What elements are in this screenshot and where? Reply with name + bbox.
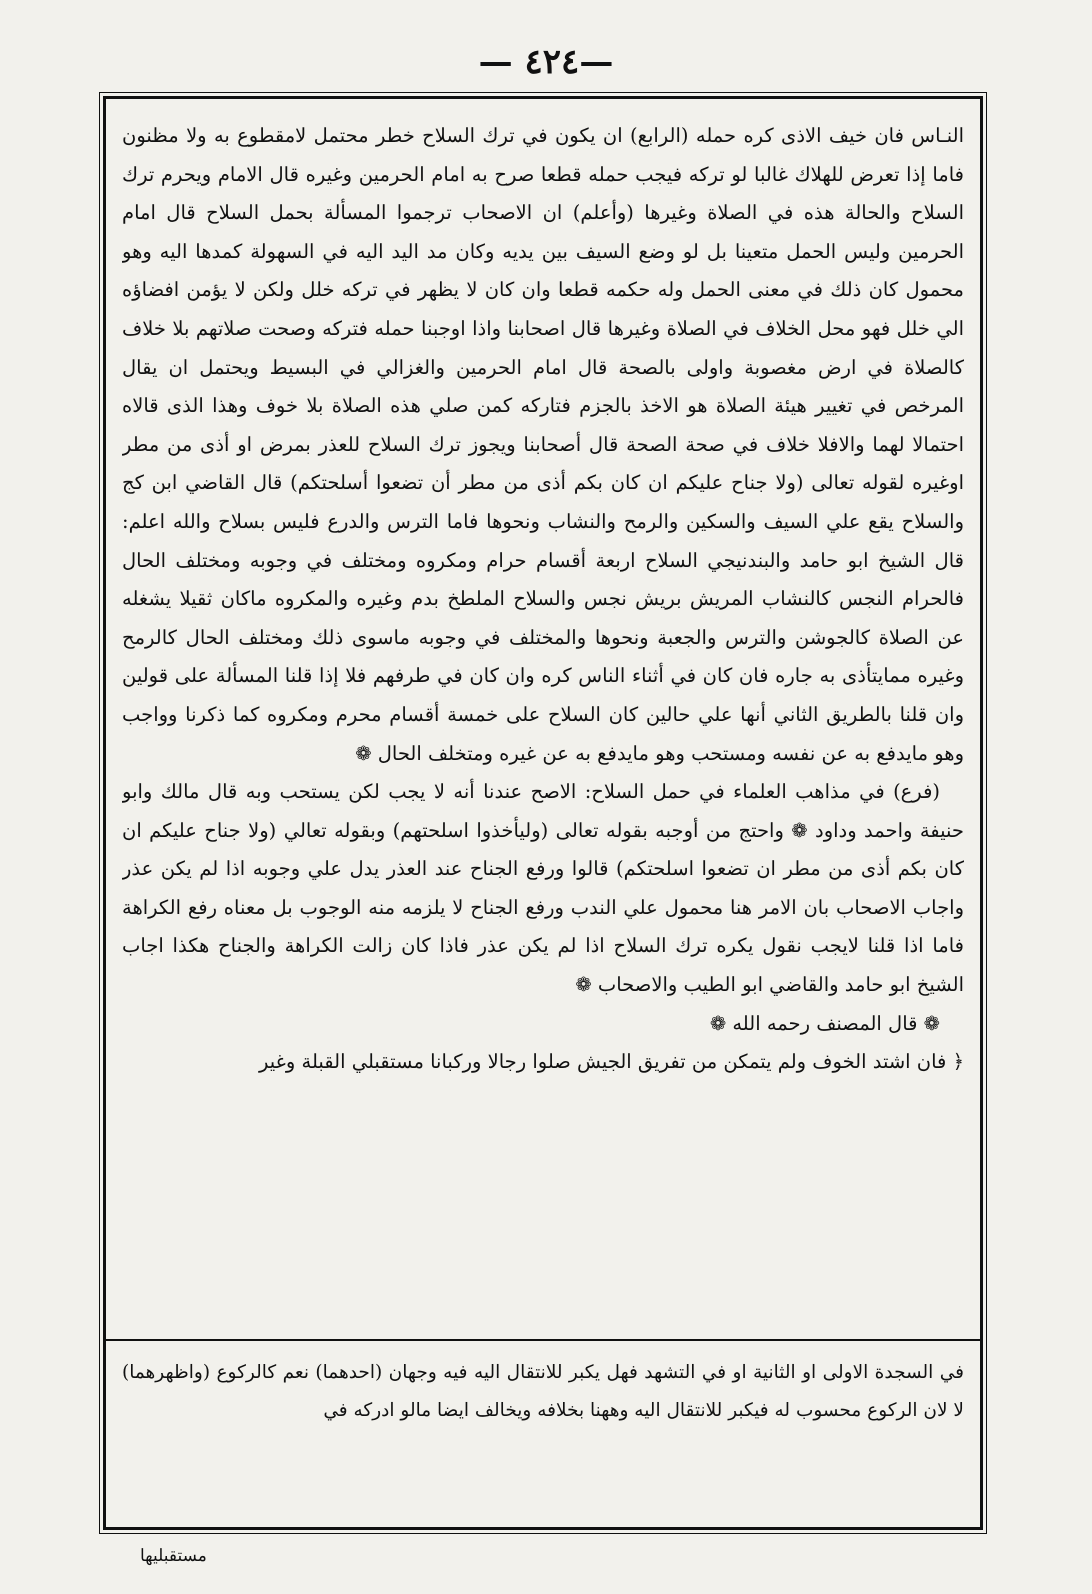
paragraph: (فرع) في مذاهب العلماء في حمل السلاح: الاصح عندنا أنه لا يجب لكن يستحب وبه قال مالك وابو حنيفة واحمد وداود ❁ واحتج من أوجبه بقوله تعالى (وليأخذوا اسلحتهم) وبقوله تعالي (ولا جناح عليكم ان كان بكم أذى من مطر ان تضعوا اسلحتكم) قالوا ورفع الجناح عند العذر يدل علي وجوبه اذا لم يكن عذر واجاب الاصحاب بان الامر هنا محمول علي الندب ورفع الجناح لا يلزمه منه الوجوب بل معناه رفع الكراهة فاما اذا قلنا لايجب نقول يكره ترك السلاح اذا لم يكن عذر فاذا كان زالت الكراهة والجناح هكذا اجاب الشيخ ابو حامد والقاضي ابو الطيب والاصحاب ❁ [122,780,964,997]
paragraph: النـاس فان خيف الاذى كره حمله (الرابع) ان يكون في ترك السلاح خطر محتمل لامقطوع به ولا مظنون فاما إذا تعرض للهلاك غالبا لو تركه فيجب حمله قطعا صرح به امام الحرمين وغيره قال الامام ويحرم ترك السلاح والحالة هذه في الصلاة وغيرها (وأعلم) ان الاصحاب ترجموا المسألة بحمل السلاح قال امام الحرمين وليس الحمل متعينا بل لو وضع السيف بين يديه وكان مد اليد اليه في السهولة كمدها اليه وهو محمول كان ذلك في معنى الحمل وله حكمه قطعا وان كان لا يظهر في تركه خلل ولكن لا يؤمن افضاؤه الي خلل فهو محل الخلاف في الصلاة وغيرها قال اصحابنا واذا اوجبنا حمله فتركه وصحت صلاتهم بلا خلاف كالصلاة في ارض مغصوبة واولى بالصحة قال امام الحرمين والغزالي في البسيط ويحتمل ان يقال المرخص في تغيير هيئة الصلاة هو الاخذ بالجزم فتاركه كمن صلي هذه الصلاة بلا خوف وهذا الذى قالاه احتمالا لهما والافلا خلاف في صحة الصحة قال أصحابنا ويجوز ترك السلاح للعذر بمرض او أذى من مطر اوغيره لقوله تعالى (ولا جناح عليكم ان كان بكم أذى من مطر أن تضعوا أسلحتكم) قال القاضي ابن كج والسلاح يقع علي السيف والسكين والرمح والنشاب ونحوها فاما الترس والدرع فليس بسلاح والله اعلم: قال الشيخ ابو حامد والبندنيجي السلاح اربعة أقسام حرام ومكروه ومختلف في وجوبه ومختلف الحال فالحرام النجس كالنشاب المريش بريش نجس والسلاح الملطخ بدم وغيره والمكروه ماكان ثقيلا يشغله عن الصلاة كالجوشن والترس والجعبة ونحوها والمختلف في وجوبه ماسوى ذلك ومختلف الحال كالرمح وغيره ممايتأذى به جاره فان كان في أثناء الناس كره وان كان في طرفهم فلا إذا قلنا المسألة على قولين وان قلنا بالطريق الثاني أنها علي حالين كان السلاح على خمسة أقسام محرم ومكروه كما ذكرنا وواجب وهو مايدفع به عن نفسه ومستحب وهو مايدفع به عن غيره ومتخلف الحال ❁ [122,124,964,765]
section-heading: ❁ قال المصنف رحمه الله ❁ [709,1011,940,1035]
catchword: مستقبليها [140,1546,207,1566]
main-text-block [122,117,964,1277]
footnote-text: في السجدة الاولى او الثانية او في التشهد فهل يكبر للانتقال اليه فيه وجهان (احدهما) نعم كالركوع (واظهرهما) لا لان الركوع محسوب له فيكبر للانتقال اليه وههنا بخلافه ويخالف ايضا مالو ادركه في [122,1362,964,1421]
footnote-divider [106,1339,980,1341]
page-number: —٤٢٤ — [478,42,614,82]
text-frame [103,96,983,1530]
quoted-text-line: ﴿ فان اشتد الخوف ولم يتمكن من تفريق الجيش صلوا رجالا وركبانا مستقبلي القبلة وغير [259,1050,964,1074]
footnote-block [122,1354,964,1430]
